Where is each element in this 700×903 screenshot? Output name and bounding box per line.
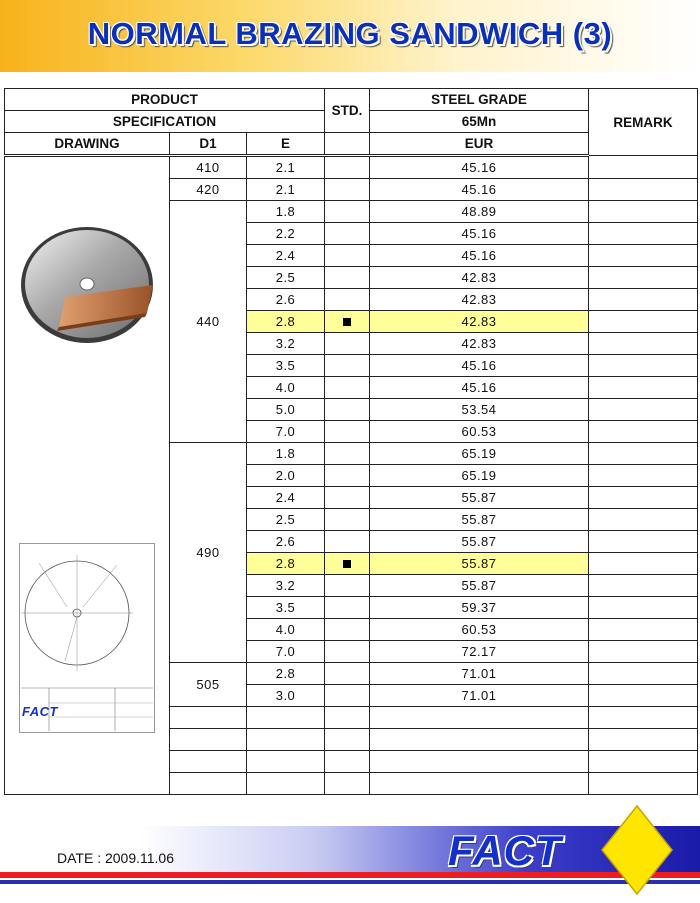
empty-cell [370,729,589,751]
empty-cell [370,773,589,795]
std-cell [325,685,370,707]
remark-cell [589,443,698,465]
empty-cell [589,729,698,751]
std-subheader [325,133,370,156]
saw-blade-image [15,217,160,367]
specification-header: SPECIFICATION [5,111,325,133]
empty-cell [325,729,370,751]
price-cell: 71.01 [370,685,589,707]
remark-cell [589,685,698,707]
remark-cell [589,487,698,509]
e-cell: 2.4 [247,487,325,509]
e-header: E [247,133,325,156]
empty-cell [170,729,247,751]
d1-header: D1 [170,133,247,156]
e-cell: 2.8 [247,311,325,333]
d1-cell: 490 [170,443,247,663]
price-cell: 42.83 [370,289,589,311]
std-cell [325,553,370,575]
empty-cell [589,751,698,773]
std-cell [325,509,370,531]
e-cell: 3.2 [247,575,325,597]
std-cell [325,597,370,619]
std-cell [325,267,370,289]
price-cell: 65.19 [370,443,589,465]
price-cell: 45.16 [370,245,589,267]
price-cell: 42.83 [370,267,589,289]
fact-logo: FACT [448,827,562,874]
std-cell [325,333,370,355]
e-cell: 2.1 [247,179,325,201]
price-cell: 55.87 [370,509,589,531]
e-cell: 2.6 [247,531,325,553]
remark-cell [589,223,698,245]
remark-cell [589,619,698,641]
remark-header: REMARK [589,89,698,156]
e-cell: 3.2 [247,333,325,355]
empty-cell [325,707,370,729]
product-header: PRODUCT [5,89,325,111]
d1-cell: 505 [170,663,247,707]
empty-cell [170,773,247,795]
std-cell [325,245,370,267]
remark-cell [589,179,698,201]
currency-header: EUR [370,133,589,156]
empty-cell [247,773,325,795]
empty-cell [247,707,325,729]
empty-cell [170,751,247,773]
e-cell: 2.0 [247,465,325,487]
std-cell [325,289,370,311]
std-header: STD. [325,89,370,133]
e-cell: 3.5 [247,355,325,377]
std-cell [325,377,370,399]
remark-cell [589,355,698,377]
remark-cell [589,641,698,663]
std-cell [325,531,370,553]
std-cell [325,443,370,465]
e-cell: 2.8 [247,663,325,685]
e-cell: 2.4 [247,245,325,267]
e-cell: 2.1 [247,156,325,179]
price-cell: 53.54 [370,399,589,421]
e-cell: 2.6 [247,289,325,311]
price-cell: 45.16 [370,355,589,377]
technical-drawing-image [19,543,155,733]
table-row [5,156,698,179]
remark-cell [589,156,698,179]
drawing-header: DRAWING [5,133,170,156]
remark-cell [589,201,698,223]
std-cell [325,156,370,179]
remark-cell [589,289,698,311]
empty-cell [370,707,589,729]
std-cell [325,355,370,377]
remark-cell [589,575,698,597]
std-cell [325,641,370,663]
page-title: NORMAL BRAZING SANDWICH (3) [87,16,613,51]
e-cell: 3.0 [247,685,325,707]
remark-cell [589,465,698,487]
price-cell: 45.16 [370,377,589,399]
empty-cell [370,751,589,773]
empty-cell [170,707,247,729]
standard-marker-icon [343,560,351,568]
price-cell: 45.16 [370,156,589,179]
e-cell: 1.8 [247,201,325,223]
price-cell: 65.19 [370,465,589,487]
price-cell: 55.87 [370,531,589,553]
price-cell: 48.89 [370,201,589,223]
std-cell [325,465,370,487]
price-cell: 72.17 [370,641,589,663]
e-cell: 2.5 [247,509,325,531]
e-cell: 4.0 [247,377,325,399]
price-cell: 55.87 [370,575,589,597]
e-cell: 7.0 [247,421,325,443]
e-cell: 4.0 [247,619,325,641]
price-cell: 42.83 [370,311,589,333]
e-cell: 7.0 [247,641,325,663]
remark-cell [589,311,698,333]
remark-cell [589,245,698,267]
remark-cell [589,597,698,619]
std-cell [325,399,370,421]
price-cell: 60.53 [370,421,589,443]
empty-cell [589,773,698,795]
e-cell: 3.5 [247,597,325,619]
price-cell: 59.37 [370,597,589,619]
remark-cell [589,267,698,289]
price-cell: 45.16 [370,179,589,201]
price-cell: 60.53 [370,619,589,641]
empty-cell [589,707,698,729]
steel-grade-header: STEEL GRADE [370,89,589,111]
d1-cell: 420 [170,179,247,201]
e-cell: 1.8 [247,443,325,465]
empty-cell [247,729,325,751]
std-cell [325,619,370,641]
date-label: DATE : 2009.11.06 [57,850,174,866]
e-cell: 2.8 [247,553,325,575]
remark-cell [589,663,698,685]
yellow-diamond-icon [600,804,674,896]
std-cell [325,487,370,509]
std-cell [325,179,370,201]
d1-cell: 440 [170,201,247,443]
remark-cell [589,377,698,399]
drawing-fact-logo: FACT [22,704,58,719]
empty-cell [325,773,370,795]
d1-cell: 410 [170,156,247,179]
price-cell: 71.01 [370,663,589,685]
std-cell [325,663,370,685]
footer-blue-line [0,880,700,884]
e-cell: 5.0 [247,399,325,421]
price-cell: 45.16 [370,223,589,245]
remark-cell [589,531,698,553]
drawing-cell [5,156,170,795]
std-cell [325,311,370,333]
standard-marker-icon [343,318,351,326]
empty-cell [247,751,325,773]
remark-cell [589,421,698,443]
remark-cell [589,333,698,355]
remark-cell [589,399,698,421]
std-cell [325,201,370,223]
remark-cell [589,509,698,531]
e-cell: 2.5 [247,267,325,289]
price-cell: 55.87 [370,553,589,575]
empty-cell [325,751,370,773]
price-cell: 55.87 [370,487,589,509]
grade-header: 65Mn [370,111,589,133]
price-table [4,88,698,795]
std-cell [325,223,370,245]
std-cell [325,575,370,597]
remark-cell [589,553,698,575]
price-cell: 42.83 [370,333,589,355]
e-cell: 2.2 [247,223,325,245]
footer-red-line [0,872,700,878]
std-cell [325,421,370,443]
